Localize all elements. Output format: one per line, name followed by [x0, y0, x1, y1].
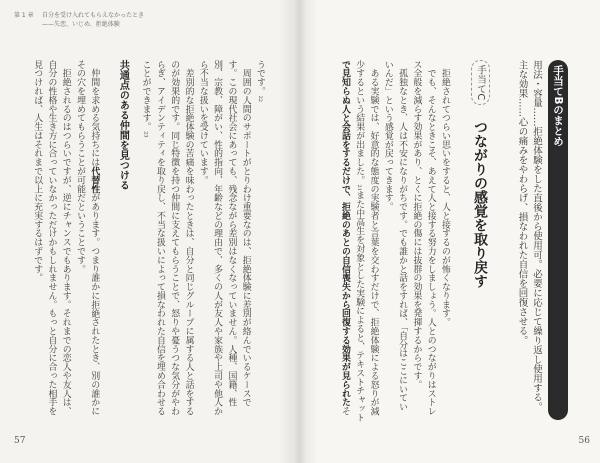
text-segment: でも、そんなときこそ、あえて人と接する努力をしましょう。人とのつながりはストレ — [425, 60, 436, 416]
text-line — [210, 60, 224, 420]
effect-line — [514, 60, 529, 420]
text-line — [381, 60, 395, 420]
chapter-title: 自分を受け入れてもらえなかったとき — [42, 12, 145, 19]
chapter-number: 第 1 章 — [14, 12, 34, 19]
text-line — [409, 60, 423, 420]
text-segment: 自分の性格や生き方に合っていなかっただけかもしれません。もっと自分に合った相手を — [46, 60, 57, 416]
text-line — [87, 60, 101, 420]
text-line — [366, 60, 380, 420]
text-segment: 拒絶されるのはつらいですが、逆にチャンスでもあります。それまでの恋人や友人は、 — [60, 60, 71, 416]
emphasis-text: で見知らぬ人と会話をするだけで、拒絶のあとの自信喪失から回復する効果が見られた — [339, 60, 350, 407]
page-number-right: 56 — [578, 436, 590, 446]
text-line — [253, 60, 267, 420]
usage-line — [529, 60, 544, 420]
text-line — [167, 60, 181, 420]
text-line — [352, 60, 366, 420]
text-line — [196, 60, 210, 420]
text-segment: らぎ、アイデンティティを取り戻し、不当な扱いによって損なわれた自信を埋め合わせる — [154, 60, 165, 416]
text-segment: 別、宗教、障がい、性的指向、年齢などの理由で、多くの人が友人や家族や上司や他人か — [212, 60, 223, 416]
text-line — [224, 60, 238, 420]
text-segment: ら不当な扱いを受けています。 — [197, 60, 208, 185]
text-line — [238, 60, 252, 420]
text-line — [438, 60, 452, 420]
page-number-left: 57 — [14, 436, 26, 446]
chapter-subtitle: ——失恋、いじめ、拒絶体験 — [42, 21, 120, 28]
summary-badge: 手当てBのまとめ — [548, 60, 568, 420]
effect-label: 主な効果 — [516, 60, 528, 98]
usage-label: 用法・容量 — [531, 60, 542, 108]
text-segment: 少するという結果が出ました。 — [354, 60, 365, 185]
text-segment: 差別的な拒絶体験の苦痛を味わったときは、自分と同じグループに属する人と話をする — [183, 60, 194, 416]
text-segment: ことができます。 — [140, 60, 151, 132]
text-segment: うです。 — [255, 60, 265, 96]
section-badge: 手当てC — [471, 60, 490, 105]
text-segment: す。この現代社会にあっても、残念ながら差別はなくなっていません。人種、国籍、性 — [226, 60, 237, 407]
usage-text: ……拒絶体験をした直後から使用可。必要に応じて繰り返し使用する。 — [531, 107, 542, 412]
text-segment: ス全般を減らす効果があり、とくに拒絶の傷には抜群の効果を発揮するからです。 — [411, 60, 422, 389]
text-line — [44, 60, 58, 420]
text-segment: その穴を埋めてもらうことが可能だということです。 — [75, 60, 86, 274]
running-header — [14, 11, 144, 29]
text-line — [138, 60, 152, 420]
text-segment: また中高生を対象とした実験によると、テキストチャット — [354, 190, 365, 422]
footnote-marker: 22 — [257, 95, 263, 102]
right-body-text — [338, 60, 568, 420]
text-line — [338, 60, 352, 420]
text-segment: 拒絶されてつらい思いをすると、人と接するのが怖くなります。 — [440, 60, 450, 327]
section-heading — [470, 60, 490, 420]
text-segment: そ — [339, 406, 350, 416]
text-segment: のが効果的です。同じ特徴を持つ仲間に支えてもらうことで、怒りや憂うつな気分がやわ — [169, 60, 180, 416]
text-line — [395, 60, 409, 420]
text-line — [181, 60, 195, 420]
text-line — [30, 60, 44, 420]
text-line — [58, 60, 72, 420]
text-segment: 見つければ、人生はそれまで以上に充実するはずです。 — [32, 60, 43, 283]
text-segment: いんだ」という感覚が戻ってきます。 — [382, 60, 393, 212]
subheading: 共通点のある仲間を見つける — [117, 60, 129, 190]
text-segment: があります。つまり誰かに拒絶されたとき、別の誰かに — [89, 193, 100, 416]
footnote-marker: 23 — [142, 131, 149, 138]
text-segment: 孤独なとき、人は不安になりがちです。でも誰かと話をすれば、「自分はここにいてい — [397, 60, 408, 412]
text-line — [73, 60, 87, 420]
text-line — [153, 60, 167, 420]
text-segment: 周囲の人間のサポートがとりわけ重要なのは、拒絶体験に差別が絡んでいるケースで — [240, 60, 251, 407]
text-segment: 仲間を求める気持ちには — [89, 60, 100, 167]
section-title: つながりの感覚を取り戻す — [472, 120, 488, 289]
footnote-marker: 21 — [356, 184, 363, 191]
left-body-text — [30, 60, 267, 420]
emphasis-text: 代替性 — [89, 166, 100, 194]
text-segment: ある実験では、好意的な態度の実験者と言葉を交わすだけで、拒絶体験による怒りが減 — [368, 60, 379, 416]
effect-text: ……心の痛みをやわらげ、損なわれた自信を回復させる。 — [516, 98, 528, 345]
text-line — [423, 60, 437, 420]
right-page — [300, 0, 600, 463]
